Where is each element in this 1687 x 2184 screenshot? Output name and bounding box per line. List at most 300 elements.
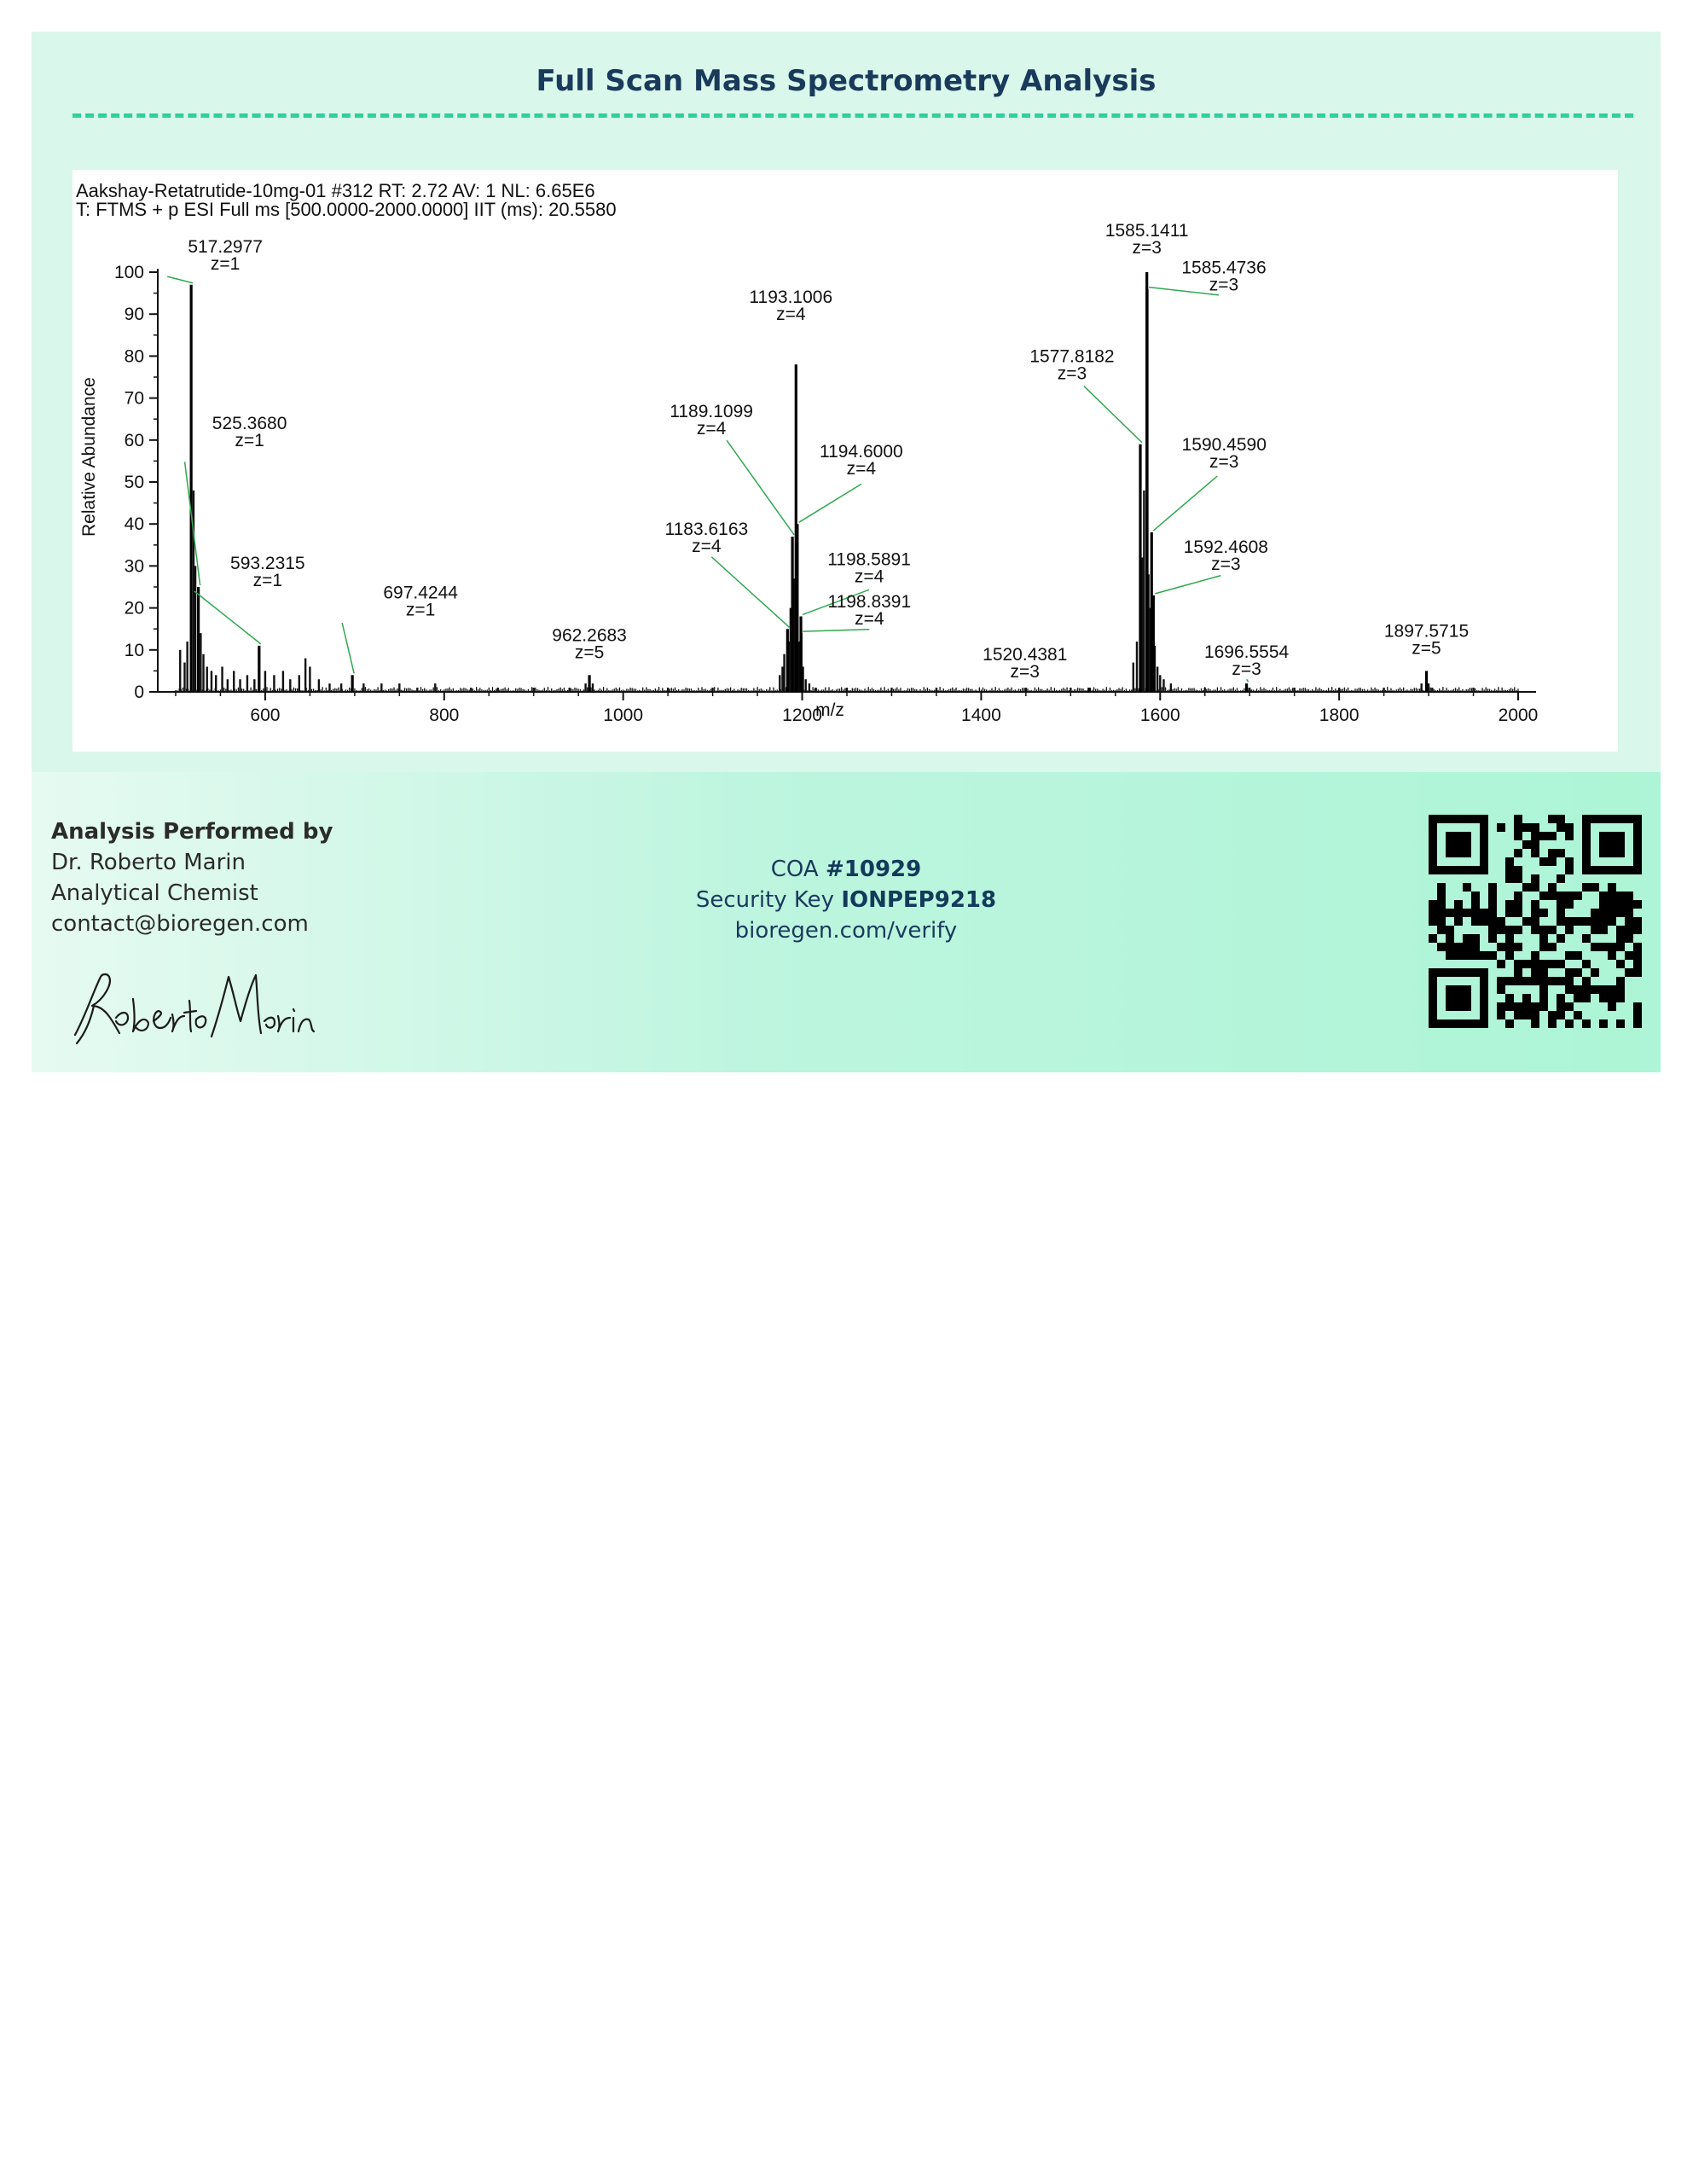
qr-module bbox=[1599, 1019, 1608, 1028]
qr-module bbox=[1608, 840, 1616, 849]
qr-module bbox=[1505, 874, 1514, 883]
qr-module bbox=[1437, 926, 1446, 934]
qr-module bbox=[1471, 951, 1480, 960]
qr-module bbox=[1454, 943, 1463, 951]
qr-module bbox=[1548, 815, 1557, 823]
qr-module bbox=[1616, 815, 1625, 823]
qr-module bbox=[1539, 1002, 1548, 1011]
qr-module bbox=[1531, 874, 1539, 883]
qr-module bbox=[1531, 1002, 1539, 1011]
report-card bbox=[32, 32, 1661, 1072]
y-tick-label: 90 bbox=[124, 305, 144, 325]
qr-module bbox=[1633, 968, 1642, 977]
qr-module bbox=[1599, 909, 1608, 917]
qr-module bbox=[1582, 917, 1591, 926]
qr-module bbox=[1539, 909, 1548, 917]
report-footer bbox=[32, 772, 1661, 1072]
qr-module bbox=[1471, 968, 1480, 977]
qr-module bbox=[1633, 917, 1642, 926]
qr-module bbox=[1429, 968, 1437, 977]
peak-charge-label: z=4 bbox=[846, 459, 877, 479]
qr-module bbox=[1514, 926, 1522, 934]
peak-charge-label: z=3 bbox=[1209, 452, 1239, 473]
qr-module bbox=[1599, 815, 1608, 823]
qr-module bbox=[1557, 917, 1565, 926]
qr-module bbox=[1480, 857, 1488, 866]
qr-module bbox=[1539, 892, 1548, 900]
page-title: Full Scan Mass Spectrometry Analysis bbox=[536, 64, 1157, 98]
y-tick-label: 0 bbox=[134, 682, 144, 702]
qr-module bbox=[1557, 1002, 1565, 1011]
qr-module bbox=[1437, 866, 1446, 874]
peak-mz-label: 1897.5715 bbox=[1383, 621, 1470, 642]
qr-module bbox=[1437, 900, 1446, 909]
y-tick-label: 100 bbox=[113, 263, 144, 282]
qr-module bbox=[1633, 900, 1642, 909]
qr-module bbox=[1633, 832, 1642, 840]
qr-module bbox=[1505, 977, 1514, 985]
qr-module bbox=[1454, 1002, 1463, 1011]
peak-charge-label: z=4 bbox=[692, 537, 722, 557]
qr-module bbox=[1616, 943, 1625, 951]
qr-module bbox=[1429, 994, 1437, 1002]
qr-module bbox=[1454, 840, 1463, 849]
qr-module bbox=[1497, 977, 1505, 985]
qr-module bbox=[1565, 832, 1574, 840]
qr-module bbox=[1522, 994, 1531, 1002]
qr-module bbox=[1522, 960, 1531, 968]
analyst-email: contact@bioregen.com bbox=[51, 911, 309, 937]
peak-mz-label: 525.3680 bbox=[212, 414, 287, 433]
y-tick-label: 70 bbox=[124, 388, 144, 409]
analyst-block bbox=[51, 816, 333, 939]
qr-module bbox=[1454, 849, 1463, 857]
qr-module bbox=[1480, 985, 1488, 994]
qr-module bbox=[1514, 849, 1522, 857]
qr-module bbox=[1480, 840, 1488, 849]
qr-module bbox=[1437, 968, 1446, 977]
qr-module bbox=[1497, 960, 1505, 968]
qr-module bbox=[1539, 985, 1548, 994]
peak-mz-label: 1696.5554 bbox=[1203, 642, 1290, 663]
peak-charge-label: z=1 bbox=[235, 431, 264, 450]
peak-mz-label: 1198.8391 bbox=[827, 592, 912, 613]
qr-module bbox=[1514, 968, 1522, 977]
x-tick-label: 600 bbox=[250, 706, 281, 725]
qr-module bbox=[1625, 926, 1633, 934]
qr-module bbox=[1616, 934, 1625, 943]
qr-module bbox=[1633, 951, 1642, 960]
qr-module bbox=[1446, 909, 1454, 917]
qr-module bbox=[1514, 823, 1522, 832]
qr-module bbox=[1531, 832, 1539, 840]
qr-module bbox=[1557, 994, 1565, 1002]
y-tick-label: 50 bbox=[124, 473, 144, 492]
qr-module bbox=[1471, 1019, 1480, 1028]
qr-module bbox=[1548, 832, 1557, 840]
qr-module bbox=[1616, 994, 1625, 1002]
qr-module bbox=[1429, 815, 1437, 823]
qr-module bbox=[1480, 849, 1488, 857]
qr-module bbox=[1514, 892, 1522, 900]
qr-module bbox=[1608, 1002, 1616, 1011]
peak-label-leader bbox=[1247, 679, 1249, 682]
qr-module bbox=[1539, 832, 1548, 840]
qr-module bbox=[1548, 943, 1557, 951]
qr-module bbox=[1497, 985, 1505, 994]
spectrum-svg bbox=[72, 170, 1618, 752]
qr-module bbox=[1608, 917, 1616, 926]
qr-module bbox=[1582, 994, 1591, 1002]
peak-mz-label: 962.2683 bbox=[552, 625, 627, 646]
qr-module bbox=[1514, 960, 1522, 968]
qr-module bbox=[1505, 994, 1514, 1002]
qr-module bbox=[1480, 951, 1488, 960]
qr-module bbox=[1557, 900, 1565, 909]
qr-module bbox=[1591, 815, 1599, 823]
qr-module bbox=[1574, 994, 1582, 1002]
qr-module bbox=[1625, 917, 1633, 926]
qr-module bbox=[1539, 934, 1548, 943]
qr-module bbox=[1429, 857, 1437, 866]
qr-module bbox=[1548, 892, 1557, 900]
qr-module bbox=[1633, 840, 1642, 849]
qr-module bbox=[1488, 883, 1497, 892]
qr-module bbox=[1446, 926, 1454, 934]
qr-module bbox=[1471, 943, 1480, 951]
y-tick-label: 40 bbox=[124, 514, 144, 535]
qr-module bbox=[1574, 917, 1582, 926]
qr-module bbox=[1582, 857, 1591, 866]
qr-module bbox=[1454, 994, 1463, 1002]
qr-module bbox=[1497, 1011, 1505, 1019]
qr-module bbox=[1488, 926, 1497, 934]
qr-module bbox=[1463, 934, 1471, 943]
qr-module bbox=[1633, 1019, 1642, 1028]
qr-module bbox=[1531, 977, 1539, 985]
qr-module bbox=[1471, 815, 1480, 823]
qr-module bbox=[1633, 815, 1642, 823]
qr-module bbox=[1565, 1002, 1574, 1011]
qr-module bbox=[1608, 832, 1616, 840]
qr-module bbox=[1446, 951, 1454, 960]
qr-module bbox=[1531, 926, 1539, 934]
qr-module bbox=[1582, 849, 1591, 857]
qr-module bbox=[1557, 960, 1565, 968]
qr-module bbox=[1429, 866, 1437, 874]
qr-module bbox=[1505, 1002, 1514, 1011]
qr-module bbox=[1582, 960, 1591, 968]
qr-module bbox=[1497, 823, 1505, 832]
peak-mz-label: 593.2315 bbox=[230, 553, 305, 573]
qr-module bbox=[1514, 1011, 1522, 1019]
peak-mz-label: 1585.1411 bbox=[1104, 221, 1189, 241]
qr-module bbox=[1633, 943, 1642, 951]
peak-label-leader bbox=[167, 276, 193, 283]
qr-module bbox=[1591, 909, 1599, 917]
qr-module bbox=[1463, 1002, 1471, 1011]
qr-module bbox=[1429, 823, 1437, 832]
y-tick-label: 60 bbox=[124, 430, 144, 450]
qr-module bbox=[1463, 985, 1471, 994]
qr-module bbox=[1505, 951, 1514, 960]
qr-module bbox=[1565, 823, 1574, 832]
qr-module bbox=[1548, 1019, 1557, 1028]
peak-mz-label: 697.4244 bbox=[383, 583, 458, 603]
qr-module bbox=[1582, 934, 1591, 943]
coa-line bbox=[543, 854, 1149, 885]
qr-module bbox=[1599, 866, 1608, 874]
qr-module bbox=[1565, 866, 1574, 874]
qr-module bbox=[1616, 1019, 1625, 1028]
qr-module bbox=[1582, 866, 1591, 874]
analyst-name: Dr. Roberto Marin bbox=[51, 850, 246, 875]
qr-module bbox=[1608, 994, 1616, 1002]
qr-module bbox=[1591, 926, 1599, 934]
peak-label-leader bbox=[1149, 288, 1219, 295]
qr-module bbox=[1625, 900, 1633, 909]
qr-module bbox=[1463, 968, 1471, 977]
qr-module bbox=[1616, 909, 1625, 917]
qr-module bbox=[1574, 892, 1582, 900]
qr-module bbox=[1497, 943, 1505, 951]
qr-module bbox=[1625, 815, 1633, 823]
qr-module bbox=[1471, 892, 1480, 900]
qr-module bbox=[1454, 985, 1463, 994]
peak-charge-label: z=3 bbox=[1132, 238, 1162, 258]
qr-module bbox=[1522, 977, 1531, 985]
qr-module bbox=[1471, 934, 1480, 943]
x-tick-label: 1800 bbox=[1319, 706, 1359, 725]
analyst-role: Analytical Chemist bbox=[51, 880, 258, 906]
qr-module bbox=[1514, 943, 1522, 951]
qr-module bbox=[1446, 866, 1454, 874]
qr-module bbox=[1531, 960, 1539, 968]
qr-module bbox=[1480, 1019, 1488, 1028]
qr-module bbox=[1497, 917, 1505, 926]
qr-module bbox=[1565, 900, 1574, 909]
qr-module bbox=[1488, 934, 1497, 943]
qr-module bbox=[1574, 968, 1582, 977]
qr-module bbox=[1463, 840, 1471, 849]
qr-module bbox=[1429, 849, 1437, 857]
qr-module bbox=[1463, 1019, 1471, 1028]
qr-module bbox=[1565, 1019, 1574, 1028]
peak-charge-label: z=5 bbox=[1412, 638, 1441, 659]
qr-module bbox=[1497, 1002, 1505, 1011]
verify-url[interactable]: bioregen.com/verify bbox=[734, 918, 958, 944]
qr-module bbox=[1454, 1019, 1463, 1028]
qr-module bbox=[1625, 951, 1633, 960]
qr-module bbox=[1488, 917, 1497, 926]
peak-charge-label: z=1 bbox=[210, 253, 241, 274]
qr-module bbox=[1522, 1002, 1531, 1011]
qr-module bbox=[1437, 909, 1446, 917]
qr-module bbox=[1599, 849, 1608, 857]
qr-module bbox=[1616, 866, 1625, 874]
qr-module bbox=[1591, 866, 1599, 874]
qr-module bbox=[1488, 951, 1497, 960]
y-tick-label: 20 bbox=[124, 598, 144, 619]
qr-module bbox=[1531, 900, 1539, 909]
qr-module bbox=[1548, 857, 1557, 866]
qr-module bbox=[1454, 815, 1463, 823]
qr-module bbox=[1625, 968, 1633, 977]
qr-module bbox=[1454, 968, 1463, 977]
x-axis-label: m/z bbox=[815, 700, 844, 720]
peak-mz-label: 1590.4590 bbox=[1181, 435, 1267, 456]
qr-module bbox=[1531, 883, 1539, 892]
qr-module bbox=[1548, 960, 1557, 968]
qr-module bbox=[1437, 883, 1446, 892]
qr-module bbox=[1599, 840, 1608, 849]
qr-module bbox=[1446, 985, 1454, 994]
qr-module bbox=[1497, 926, 1505, 934]
qr-module bbox=[1437, 917, 1446, 926]
qr-module bbox=[1429, 977, 1437, 985]
qr-module bbox=[1574, 951, 1582, 960]
qr-module bbox=[1608, 815, 1616, 823]
peak-mz-label: 1577.8182 bbox=[1029, 346, 1115, 367]
peak-mz-label: 1585.4736 bbox=[1181, 258, 1267, 278]
qr-module bbox=[1471, 909, 1480, 917]
qr-module bbox=[1429, 900, 1437, 909]
qr-module bbox=[1548, 926, 1557, 934]
qr-module bbox=[1463, 951, 1471, 960]
qr-module bbox=[1531, 840, 1539, 849]
security-key: IONPEP9218 bbox=[841, 887, 997, 913]
peak-mz-label: 1194.6000 bbox=[820, 442, 903, 462]
qr-module bbox=[1429, 832, 1437, 840]
qr-module bbox=[1505, 926, 1514, 934]
qr-module bbox=[1522, 1011, 1531, 1019]
qr-module bbox=[1480, 968, 1488, 977]
qr-module bbox=[1557, 874, 1565, 883]
qr-module bbox=[1480, 994, 1488, 1002]
qr-module bbox=[1565, 926, 1574, 934]
qr-module bbox=[1522, 823, 1531, 832]
peak-mz-label: 1592.4608 bbox=[1183, 537, 1269, 557]
qr-module bbox=[1616, 985, 1625, 994]
peak-label-leader bbox=[194, 591, 261, 644]
qr-module bbox=[1616, 900, 1625, 909]
qr-module bbox=[1446, 943, 1454, 951]
qr-module bbox=[1437, 943, 1446, 951]
qr-module bbox=[1429, 1002, 1437, 1011]
peak-charge-label: z=4 bbox=[776, 305, 806, 325]
qr-module bbox=[1599, 917, 1608, 926]
y-tick-label: 10 bbox=[124, 640, 144, 660]
qr-module bbox=[1480, 815, 1488, 823]
qr-module bbox=[1539, 968, 1548, 977]
qr-module bbox=[1446, 849, 1454, 857]
qr-module bbox=[1446, 815, 1454, 823]
qr-module bbox=[1480, 1011, 1488, 1019]
peak-charge-label: z=1 bbox=[252, 570, 283, 590]
peak-mz-label: 1193.1006 bbox=[749, 288, 833, 308]
qr-module bbox=[1633, 857, 1642, 866]
peak-label-leader bbox=[342, 623, 354, 673]
qr-module bbox=[1591, 943, 1599, 951]
peak-label-leader bbox=[803, 630, 869, 631]
qr-module bbox=[1437, 1019, 1446, 1028]
qr-module bbox=[1429, 840, 1437, 849]
qr-module bbox=[1522, 840, 1531, 849]
qr-module bbox=[1599, 985, 1608, 994]
peak-charge-label: z=3 bbox=[1232, 659, 1261, 680]
qr-module bbox=[1625, 866, 1633, 874]
peak-label-leader bbox=[1155, 576, 1220, 594]
qr-module bbox=[1557, 849, 1565, 857]
qr-module bbox=[1548, 977, 1557, 985]
qr-module bbox=[1557, 1011, 1565, 1019]
qr-module bbox=[1574, 1011, 1582, 1019]
qr-module bbox=[1539, 977, 1548, 985]
qr-module bbox=[1471, 866, 1480, 874]
qr-module bbox=[1463, 866, 1471, 874]
qr-module bbox=[1531, 849, 1539, 857]
x-tick-label: 2000 bbox=[1498, 706, 1539, 725]
qr-module bbox=[1582, 883, 1591, 892]
qr-module bbox=[1633, 1011, 1642, 1019]
qr-module bbox=[1608, 849, 1616, 857]
qr-module bbox=[1608, 951, 1616, 960]
qr-module bbox=[1454, 900, 1463, 909]
qr-module bbox=[1480, 866, 1488, 874]
qr-module bbox=[1548, 1011, 1557, 1019]
qr-module bbox=[1429, 909, 1437, 917]
y-axis-label: Relative Abundance bbox=[79, 377, 99, 537]
coa-prefix: COA bbox=[770, 857, 826, 882]
qr-module bbox=[1505, 900, 1514, 909]
qr-module bbox=[1582, 840, 1591, 849]
qr-module bbox=[1625, 892, 1633, 900]
spectrum-chart bbox=[72, 170, 1618, 752]
qr-module bbox=[1591, 968, 1599, 977]
qr-module bbox=[1599, 900, 1608, 909]
peak-label-leader bbox=[799, 484, 861, 522]
qr-module bbox=[1616, 849, 1625, 857]
qr-module bbox=[1591, 883, 1599, 892]
qr-module bbox=[1480, 1002, 1488, 1011]
qr-module bbox=[1608, 900, 1616, 909]
qr-module bbox=[1531, 951, 1539, 960]
x-tick-label: 1000 bbox=[603, 706, 644, 725]
qr-module bbox=[1505, 866, 1514, 874]
qr-module bbox=[1608, 892, 1616, 900]
qr-module bbox=[1539, 960, 1548, 968]
qr-module bbox=[1463, 994, 1471, 1002]
qr-module bbox=[1505, 943, 1514, 951]
qr-module bbox=[1557, 934, 1565, 943]
peak-charge-label: z=4 bbox=[854, 566, 884, 587]
qr-module bbox=[1616, 892, 1625, 900]
analyst-heading: Analysis Performed by bbox=[51, 819, 333, 845]
qr-module bbox=[1454, 917, 1463, 926]
qr-module bbox=[1582, 1019, 1591, 1028]
qr-module bbox=[1531, 909, 1539, 917]
peak-charge-label: z=5 bbox=[574, 642, 605, 663]
qr-module bbox=[1633, 823, 1642, 832]
qr-module bbox=[1616, 926, 1625, 934]
qr-module bbox=[1463, 832, 1471, 840]
qr-module bbox=[1514, 832, 1522, 840]
peak-charge-label: z=3 bbox=[1010, 662, 1041, 682]
peak-mz-label: 517.2977 bbox=[188, 236, 263, 257]
qr-module bbox=[1463, 815, 1471, 823]
x-tick-label: 800 bbox=[429, 706, 460, 725]
qr-code-icon[interactable] bbox=[1429, 815, 1642, 1028]
